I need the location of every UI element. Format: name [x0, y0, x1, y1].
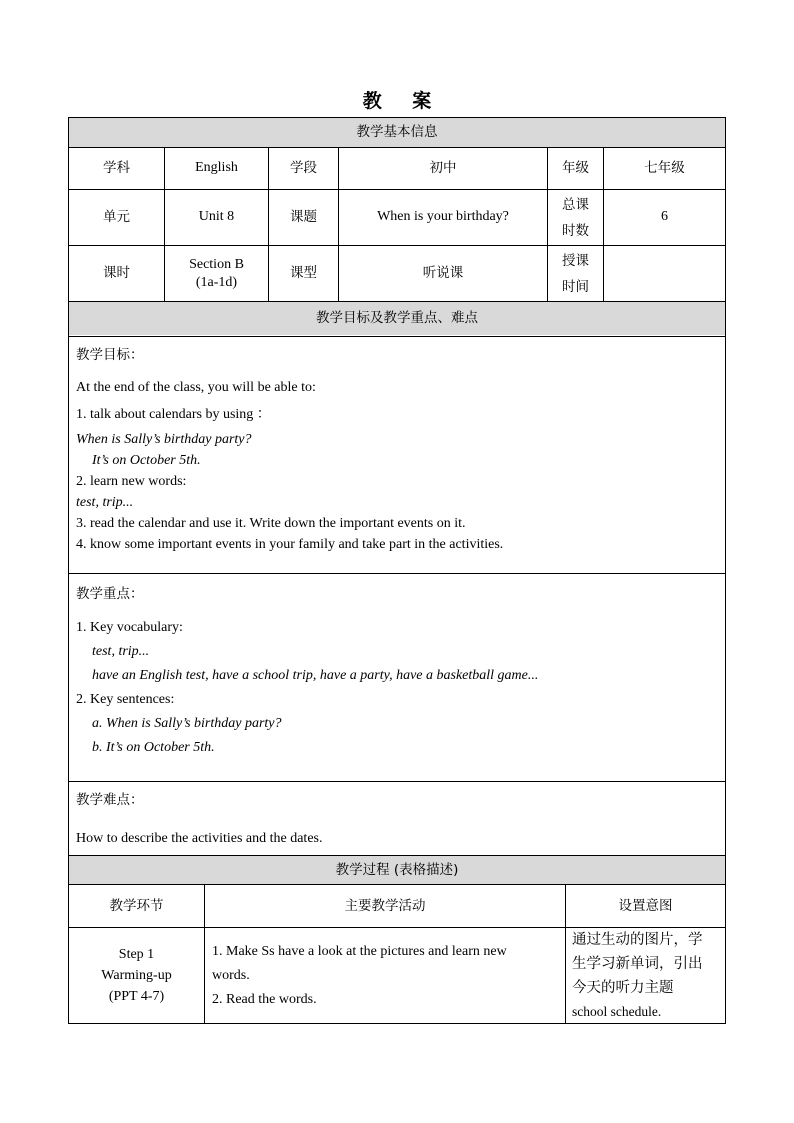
process-step-number: Step 1: [118, 947, 155, 962]
key-points-item-1: 1. Key vocabulary:: [76, 620, 183, 635]
period-value: [165, 246, 268, 301]
process-intent-line-4: school schedule.: [572, 1004, 662, 1019]
process-header: 教学过程 (表格描述): [69, 856, 725, 884]
process-col-step: 教学环节: [109, 897, 164, 914]
difficulties-heading: 教学难点：: [76, 792, 144, 808]
process-activity-cell: [212, 940, 562, 1012]
key-vocab-phrases: have an English test, have a school trip, have a party, have a basketball game...: [92, 668, 539, 683]
period-line-1: Section B: [189, 256, 244, 272]
objectives-intro: At the end of the class, you will be able to:: [76, 380, 316, 395]
total-label-line-1: 总课: [562, 196, 589, 213]
process-step-cell: [69, 928, 204, 1023]
key-vocab-words: test, trip...: [92, 644, 150, 659]
difficulties-section: [76, 790, 716, 849]
total-label-line-2: 时数: [562, 222, 589, 239]
type-value: 听说课: [422, 265, 464, 282]
class-time-value: [604, 246, 725, 301]
objective-item-2: 2. learn new words:: [76, 474, 187, 489]
total-periods-value: 6: [661, 209, 668, 225]
objective-example-question: When is Sally’s birthday party?: [76, 432, 252, 447]
key-points-heading: 教学重点：: [76, 586, 144, 602]
process-col-intent: 设置意图: [618, 897, 673, 914]
time-label-line-2: 时间: [562, 278, 589, 295]
objective-item-4: 4. know some important events in your family and take part in the activities.: [76, 537, 504, 552]
process-col-activity: 主要教学活动: [344, 897, 426, 914]
total-periods-label: [548, 190, 603, 245]
objective-new-words: test, trip...: [76, 495, 134, 510]
subject-label: 学科: [103, 160, 130, 177]
class-time-label: [548, 246, 603, 301]
process-step-slides: (PPT 4-7): [108, 989, 165, 1004]
unit-label: 单元: [103, 209, 130, 226]
objective-item-1: 1. talk about calendars by using ：: [76, 407, 271, 422]
process-intent-cell: [572, 928, 724, 1024]
stage-label: 学段: [290, 160, 317, 177]
period-line-2: (1a-1d): [195, 274, 238, 290]
key-points-item-2: 2. Key sentences:: [76, 692, 175, 707]
objective-item-3: 3. read the calendar and use it. Write down the important events on it.: [76, 516, 466, 531]
grade-value: 七年级: [644, 160, 685, 177]
basic-info-header: 教学基本信息: [69, 118, 725, 147]
topic-label: 课题: [290, 209, 317, 226]
process-activity-line-2: words.: [212, 968, 250, 983]
difficulties-text: How to describe the activities and the dates.: [76, 831, 323, 846]
objectives-section: [76, 345, 716, 555]
process-intent-line-1: 通过生动的图片，学: [572, 932, 703, 948]
topic-value: When is your birthday?: [377, 209, 509, 225]
period-label: 课时: [103, 265, 130, 282]
process-activity-line-3: 2. Read the words.: [212, 992, 317, 1007]
unit-value: Unit 8: [198, 209, 235, 225]
time-label-line-1: 授课: [562, 252, 589, 269]
grade-label: 年级: [562, 160, 589, 177]
subject-value: English: [195, 160, 238, 176]
key-sentence-b: b. It’s on October 5th.: [92, 740, 215, 755]
key-points-section: [76, 582, 716, 760]
stage-value: 初中: [429, 160, 457, 177]
process-step-name: Warming-up: [101, 968, 172, 983]
type-label: 课型: [290, 265, 317, 282]
document-title: 教 案: [362, 90, 444, 112]
process-intent-line-2: 生学习新单词，引出: [572, 956, 703, 972]
process-intent-line-3: 今天的听力主题: [572, 980, 674, 996]
key-sentence-a: a. When is Sally’s birthday party?: [92, 716, 282, 731]
objectives-heading: 教学目标：: [76, 347, 144, 363]
objectives-header: 教学目标及教学重点、难点: [69, 302, 725, 335]
process-activity-line-1: 1. Make Ss have a look at the pictures and learn new: [212, 944, 507, 959]
objective-example-answer: It’s on October 5th.: [92, 453, 201, 468]
